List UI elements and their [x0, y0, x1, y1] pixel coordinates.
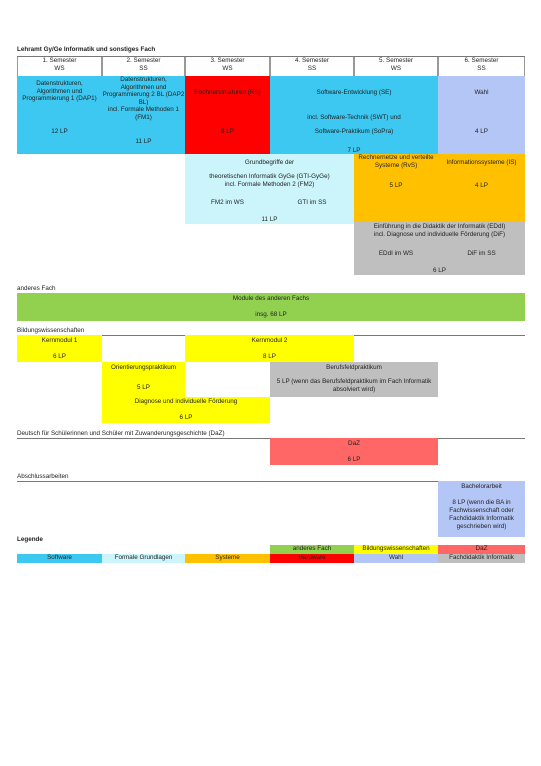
module-se-lp: 7 LP — [347, 147, 361, 154]
legend-wahl: Wahl — [354, 554, 438, 563]
semester-header-6: 6. Semester SS — [438, 57, 525, 76]
legend-fachdidaktik: Fachdidaktik Informatik — [438, 554, 525, 563]
module-anderes-fach: Module des anderen Fachs insg. 68 LP — [17, 293, 525, 321]
page-title: Lehramt Gy/Ge Informatik und sonstiges Fach — [17, 46, 156, 53]
module-rvs: Rechnernetze und verteilte Systeme (RvS) 5 LP — [354, 154, 438, 222]
module-daz: DaZ 6 LP — [270, 438, 438, 465]
semester-header-1: 1. Semester WS — [17, 57, 102, 76]
legend-hardware: Hardware — [270, 554, 354, 563]
module-se: Software-Entwicklung (SE) incl. Software-Technik (SWT) und Software-Praktikum (SoPra) — [270, 76, 438, 154]
legend-daz: DaZ — [438, 545, 525, 554]
legend-formale-grundlagen: Formale Grundlagen — [102, 554, 185, 563]
section-label-anderes-fach: anderes Fach — [17, 285, 56, 292]
legend-software: Software — [17, 554, 102, 563]
legend-systeme: Systeme — [185, 554, 270, 563]
module-orientierungspraktikum: Orientierungspraktikum 5 LP — [102, 362, 185, 397]
semester-header-4: 4. Semester SS — [270, 57, 354, 76]
section-label-bildung: Bildungswissenschaften — [17, 327, 85, 334]
module-berufsfeldpraktikum: Berufsfeldpraktikum 5 LP (wenn das Berufsfeldpraktikum im Fach Informatik absolviert wird) — [270, 362, 438, 397]
module-eddi: Einführung in die Didaktik der Informatik (EDdI) incl. Diagnose und individuelle Förderung (DiF) EDdI im WS DiF im SS 6 LP — [354, 222, 525, 275]
module-is: Informationssysteme (IS) 4 LP — [438, 154, 525, 222]
module-bachelorarbeit: Bachelorarbeit 8 LP (wenn die BA in Fachwissenschaft oder Fachdidaktik Informatik geschrieben wird) — [438, 481, 525, 537]
semester-header-3: 3. Semester WS — [185, 57, 270, 76]
section-label-daz: Deutsch für Schülerinnen und Schüler mit Zuwanderungsgeschichte (DaZ) — [17, 430, 225, 437]
module-diagnose-foerderung: Diagnose und individuelle Förderung 6 LP — [102, 397, 270, 423]
module-wahl: Wahl 4 LP — [438, 76, 525, 154]
semester-header-5: 5. Semester WS — [354, 57, 438, 76]
module-dap2: Datenstrukturen, Algorithmen und Programmierung 2 BL (DAP2 BL) incl. Formale Methoden 1 (FM1) 11 LP — [102, 76, 185, 154]
section-label-abschluss: Abschlussarbeiten — [17, 473, 69, 480]
module-gti: Grundbegriffe der theoretischen Informatik GyGe (GTI-GyGe) incl. Formale Methoden 2 (FM2) FM2 im WS GTI im SS 11 LP — [185, 154, 354, 224]
legend-bildung: Bildungswissenschaften — [354, 545, 438, 554]
legend-anderes-fach: anderes Fach — [270, 545, 354, 554]
legend-title: Legende — [17, 536, 43, 543]
module-rs: Rechnerstrukturen (RS) 8 LP — [185, 76, 270, 154]
module-dap1: Datenstrukturen, Algorithmen und Programmierung 1 (DAP1) 12 LP — [17, 76, 102, 154]
semester-header-2: 2. Semester SS — [102, 57, 185, 76]
module-kernmodul-1: Kernmodul 1 6 LP — [17, 335, 102, 362]
module-kernmodul-2: Kernmodul 2 8 LP — [185, 335, 354, 362]
